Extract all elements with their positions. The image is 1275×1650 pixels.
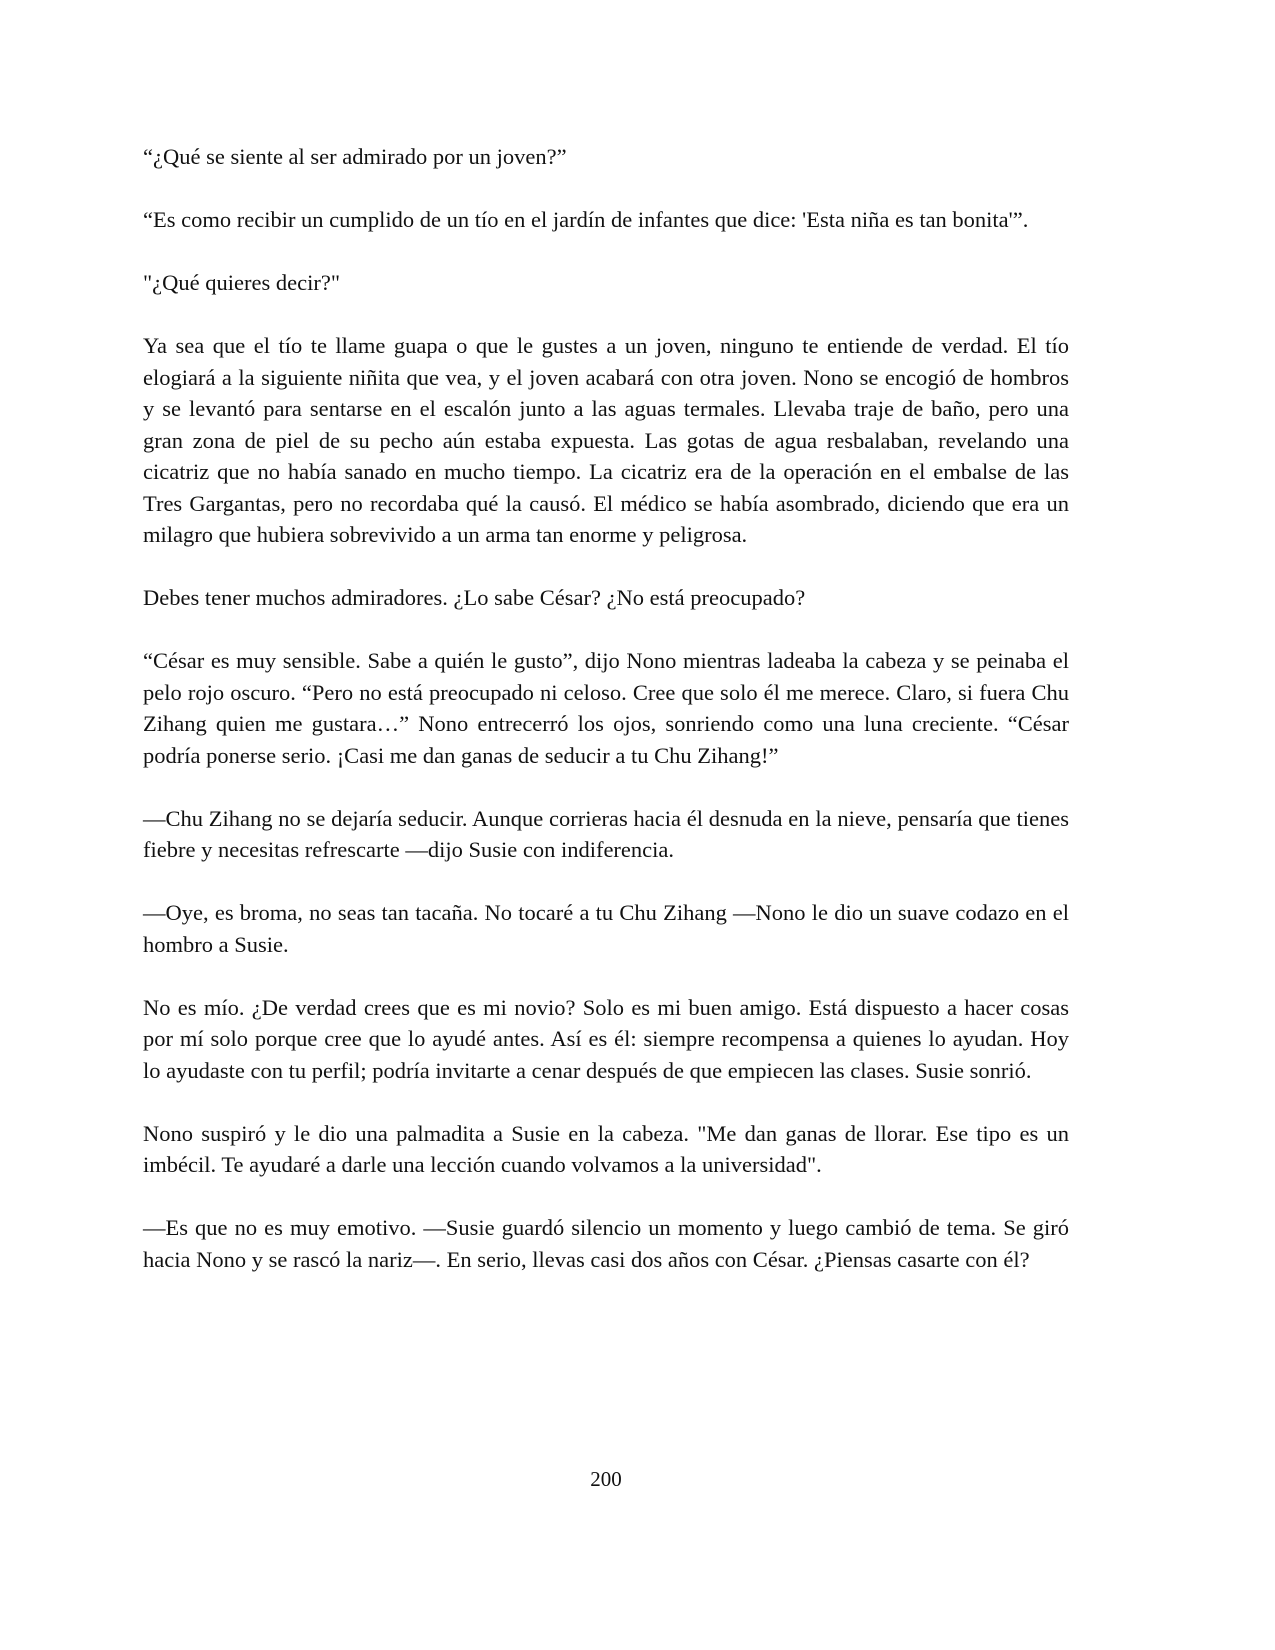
- paragraph: “Es como recibir un cumplido de un tío en el jardín de infantes que dice: 'Esta niña es tan bonita'”.: [143, 207, 1029, 232]
- paragraph: —Oye, es broma, no seas tan tacaña. No tocaré a tu Chu Zihang —Nono le dio un suave codazo en el hombro a Susie.: [143, 900, 1069, 957]
- page-number: 200: [590, 1467, 622, 1491]
- paragraph: Ya sea que el tío te llame guapa o que le gustes a un joven, ninguno te entiende de verdad. El tío elogiará a la siguiente niñita que vea, y el joven acabará con otra joven. Nono se encogió de hombros y se levantó para sentarse en el escalón junto a las aguas termales. Llevaba traje de baño, pero una gran zona de piel de su pecho aún estaba expuesta. Las gotas de agua resbalaban, revelando una cicatriz que no había sanado en mucho tiempo. La cicatriz era de la operación en el embalse de las Tres Gargantas, pero no recordaba qué la causó. El médico se había asombrado, diciendo que era un milagro que hubiera sobrevivido a un arma tan enorme y peligrosa.: [143, 333, 1069, 547]
- paragraph: Nono suspiró y le dio una palmadita a Susie en la cabeza. "Me dan ganas de llorar. Ese tipo es un imbécil. Te ayudaré a darle una lección cuando volvamos a la universidad".: [143, 1120, 1069, 1177]
- paragraph: “¿Qué se siente al ser admirado por un joven?”: [143, 144, 567, 169]
- paragraph: Debes tener muchos admiradores. ¿Lo sabe César? ¿No está preocupado?: [143, 585, 806, 610]
- paragraph: —Es que no es muy emotivo. —Susie guardó silencio un momento y luego cambió de tema. Se giró hacia Nono y se rascó la nariz—. En serio, llevas casi dos años con César. ¿Piensas casarte con él?: [143, 1215, 1069, 1272]
- paragraph: —Chu Zihang no se dejaría seducir. Aunque corrieras hacia él desnuda en la nieve, pensaría que tienes fiebre y necesitas refrescarte —dijo Susie con indiferencia.: [143, 805, 1069, 862]
- page-body: [143, 141, 1069, 1307]
- paragraph: No es mío. ¿De verdad crees que es mi novio? Solo es mi buen amigo. Está dispuesto a hacer cosas por mí solo porque cree que lo ayudé antes. Así es él: siempre recompensa a quienes lo ayudan. Hoy lo ayudaste con tu perfil; podría invitarte a cenar después de que empiecen las clases. Susie sonrió.: [143, 994, 1069, 1083]
- paragraph: “César es muy sensible. Sabe a quién le gusto”, dijo Nono mientras ladeaba la cabeza y se peinaba el pelo rojo oscuro. “Pero no está preocupado ni celoso. Cree que solo él me merece. Claro, si fuera Chu Zihang quien me gustara…” Nono entrecerró los ojos, sonriendo como una luna creciente. “César podría ponerse serio. ¡Casi me dan ganas de seducir a tu Chu Zihang!”: [143, 648, 1069, 768]
- paragraph: "¿Qué quieres decir?": [143, 270, 341, 295]
